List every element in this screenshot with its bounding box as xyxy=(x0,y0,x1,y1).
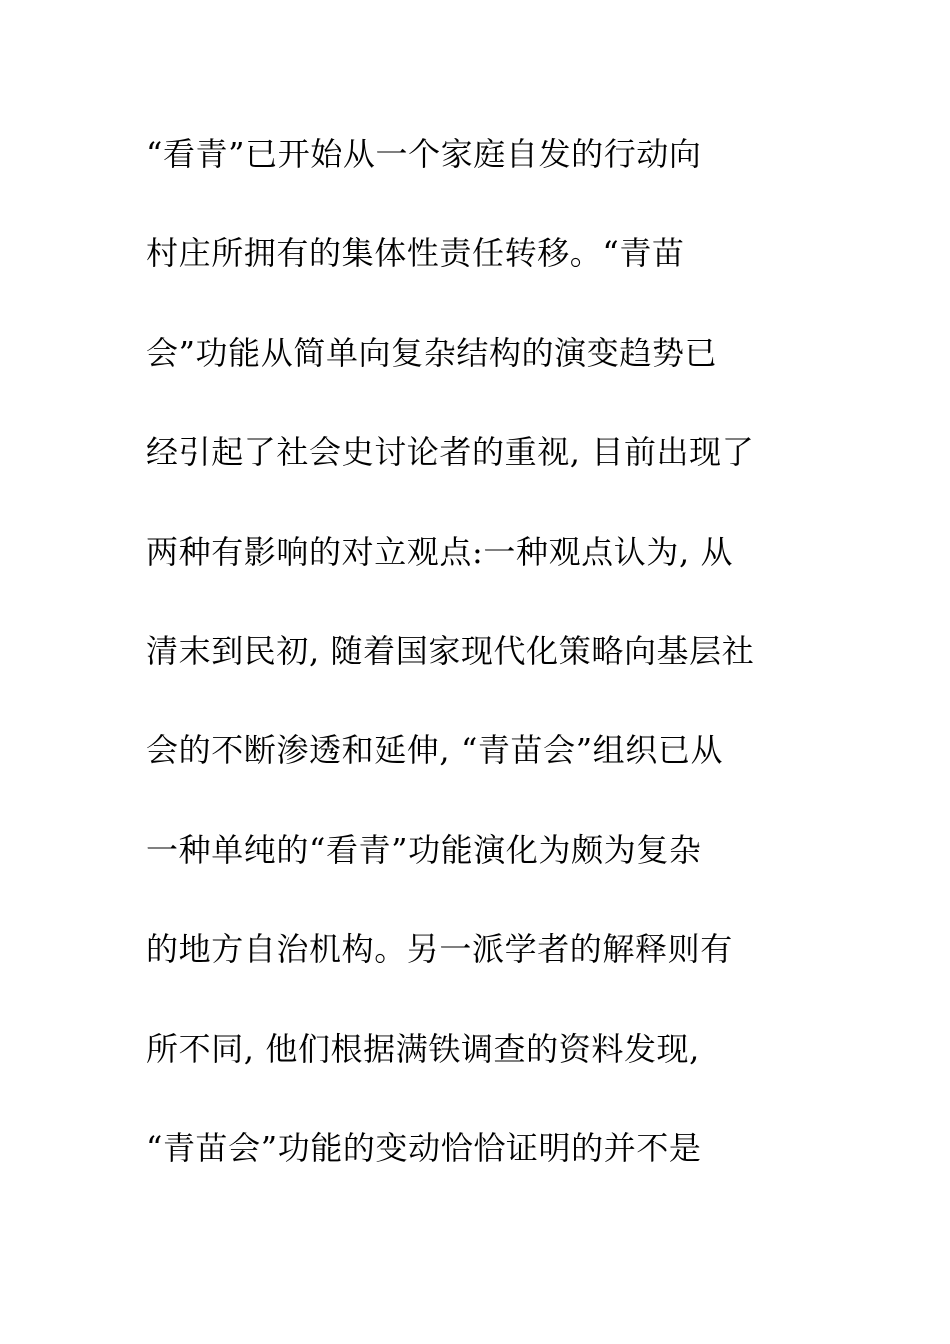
text-line: “看青”已开始从一个家庭自发的行动向 xyxy=(146,135,702,173)
text-line: 一种单纯的“看青”功能演化为颇为复杂 xyxy=(146,830,702,869)
text-line: 会的不断渗透和延伸, “青苗会”组织已从 xyxy=(146,731,724,770)
text-line: 清末到民初, 随着国家现代化策略向基层社 xyxy=(146,631,755,670)
text-line: 村庄所拥有的集体性责任转移。“青苗 xyxy=(146,234,685,273)
text-line: 所不同, 他们根据满铁调查的资料发现, xyxy=(146,1029,700,1068)
text-line: 会”功能从简单向复杂结构的演变趋势已 xyxy=(146,333,718,372)
text-line: “青苗会”功能的变动恰恰证明的并不是 xyxy=(146,1128,702,1167)
text-line: 的地方自治机构。另一派学者的解释则有 xyxy=(146,930,733,969)
text-line: 经引起了社会史讨论者的重视, 目前出现了 xyxy=(146,433,755,472)
body-paragraph xyxy=(146,122,806,1215)
text-line: 两种有影响的对立观点:一种观点认为, 从 xyxy=(146,532,734,571)
